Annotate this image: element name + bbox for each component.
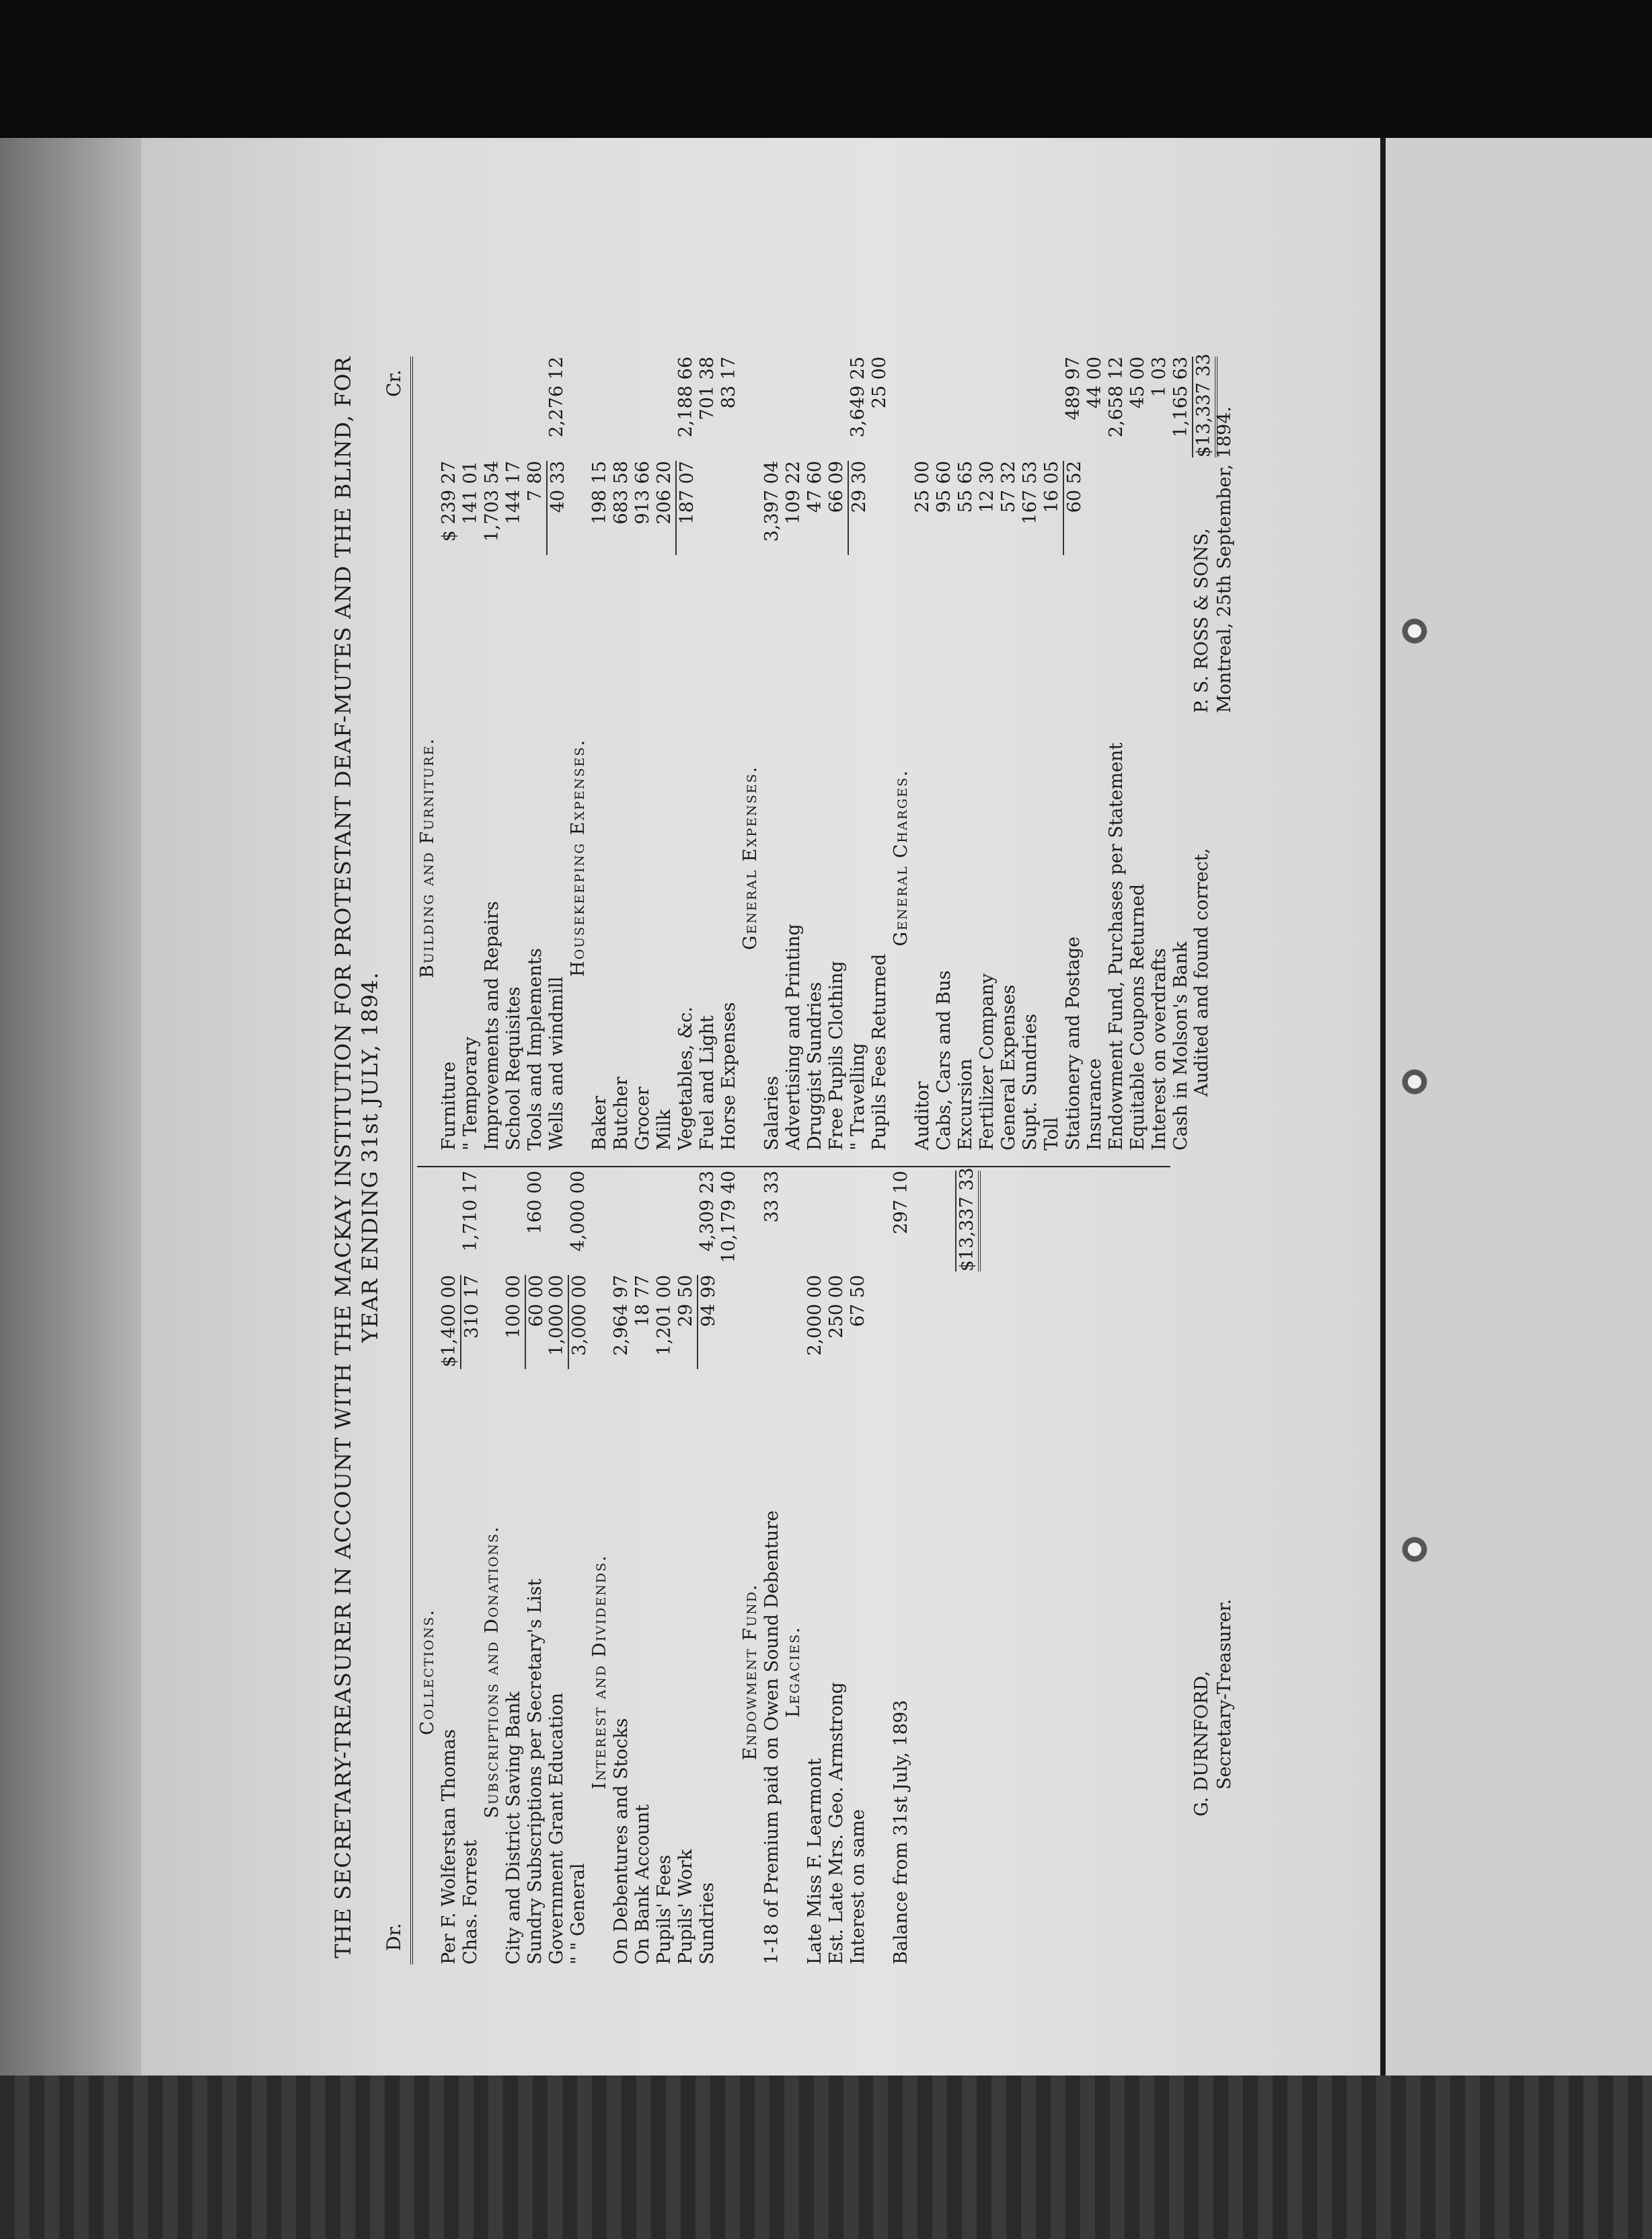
- ledger-row: [761, 1171, 783, 1965]
- ledger-amount: 187 07: [675, 461, 698, 555]
- rotated-account-statement: [316, 323, 1278, 1991]
- next-page-edge: [1386, 138, 1652, 2076]
- ledger-row: [826, 1171, 848, 1965]
- ledger-amount: 913 66: [632, 461, 653, 525]
- ledger-subtotal: 160 00: [525, 1171, 546, 1235]
- ledger-row: [482, 357, 503, 1150]
- ledger-row: [675, 1171, 697, 1965]
- ledger-subtotal: 25 00: [869, 357, 890, 409]
- ledger-row-label: Stationery and Postage: [1063, 936, 1084, 1150]
- ledger-subtotal: 2,276 12: [546, 357, 567, 438]
- ledger-row-label: Sundries: [697, 1882, 718, 1965]
- ledger-row: [460, 357, 482, 1150]
- ledger-row-label: School Requisites: [503, 986, 524, 1150]
- audit-note: Audited and found correct,: [1191, 848, 1212, 1097]
- ledger-row-label: On Debentures and Stocks: [611, 1718, 632, 1965]
- ledger-subtotal: 3,649 25: [848, 357, 868, 438]
- section-heading-label: Interest and Dividends.: [589, 1554, 610, 1790]
- ledger-subtotal: 701 38: [697, 357, 718, 420]
- ledger-row: [718, 1171, 740, 1965]
- ledger-row: [697, 1171, 718, 1965]
- ledger-subtotal: 2,658 12: [1106, 357, 1127, 438]
- section-heading-label: General Charges.: [891, 769, 911, 947]
- ledger-row: [1063, 357, 1084, 1150]
- auditor-place-date: Montreal, 25th September, 1894.: [1214, 406, 1235, 713]
- ledger-row: [611, 1171, 632, 1965]
- ledger-amount: 57 32: [998, 461, 1019, 513]
- ledger-row: [503, 1171, 525, 1965]
- ledger-row-label: Advertising and Printing: [783, 924, 804, 1150]
- ledger-row-label: Wells and windmill: [546, 976, 567, 1150]
- ledger-row-label: Toll: [1041, 1117, 1062, 1150]
- ledger-row-label: Pupils' Fees: [654, 1854, 675, 1965]
- ledger-amount: 25 00: [912, 461, 933, 513]
- ledger-amount: 94 99: [697, 1275, 720, 1369]
- grand-total: $13,337 33: [955, 1171, 981, 1272]
- ledger-row: [998, 357, 1020, 1150]
- ledger-row: [912, 357, 934, 1150]
- ledger-row-label: " " General: [568, 1863, 589, 1965]
- ledger-row-label: Excursion: [955, 1058, 976, 1150]
- ledger-row-label: Insurance: [1084, 1058, 1105, 1150]
- debit-column: [417, 1167, 977, 1965]
- ledger-row: [804, 1171, 826, 1965]
- section-heading: [417, 1171, 439, 1965]
- ledger-row-label: Horse Expenses: [718, 1002, 739, 1150]
- ledger-row: [1127, 357, 1149, 1150]
- grand-total: $13,337 33: [1192, 357, 1217, 457]
- ledger-row-label: Milk: [654, 1109, 675, 1150]
- ledger-amount: 60 52: [1063, 461, 1086, 555]
- ledger-row-label: Fuel and Light: [697, 1015, 718, 1150]
- secretary-signature: [1191, 1599, 1236, 1816]
- auditor-signature: [1191, 406, 1236, 713]
- ledger-row-label: Butcher: [611, 1076, 632, 1150]
- ledger-subtotal: 297 10: [891, 1171, 911, 1235]
- ledger-row: [783, 357, 804, 1150]
- ledger-subtotal: 10,179 40: [718, 1171, 739, 1263]
- ledger-row: [848, 357, 869, 1150]
- ledger-row-label: " Temporary: [460, 1036, 481, 1150]
- ledger-row-label: Grocer: [632, 1087, 653, 1150]
- ledger-row-label: Equitable Coupons Returned: [1127, 883, 1148, 1150]
- ledger-amount: 40 33: [546, 461, 569, 555]
- ledger-amount: 60 00: [525, 1275, 548, 1369]
- ledger-subtotal: 1,165 63: [1170, 357, 1191, 438]
- section-heading: [891, 357, 912, 1150]
- scan-left-margin: [0, 138, 141, 2076]
- ledger-row: [697, 357, 718, 1150]
- ledger-row: [891, 1171, 912, 1965]
- ledger-amount: 29 30: [848, 461, 870, 555]
- section-heading: [589, 1171, 611, 1965]
- ledger-row: [503, 357, 525, 1150]
- ledger-amount: 29 50: [675, 1275, 696, 1327]
- ledger-row: [1020, 357, 1041, 1150]
- ledger-row-label: Druggist Sundries: [804, 982, 825, 1150]
- ledger-row: [654, 357, 675, 1150]
- section-heading-label: Housekeeping Expenses.: [568, 739, 589, 977]
- ledger-row-label: City and District Saving Bank: [503, 1691, 524, 1965]
- ledger-amount: 2,000 00: [804, 1275, 825, 1356]
- auditor-name: P. S. ROSS & SONS,: [1191, 527, 1212, 713]
- ledger-row: [546, 1171, 568, 1965]
- ledger-row-label: Vegetables, &c.: [675, 1006, 696, 1150]
- title-rule: [410, 357, 413, 1965]
- pin-icon: [1399, 1534, 1430, 1565]
- ledger-amount: 7 80: [525, 461, 546, 502]
- ledger-row: [1106, 357, 1127, 1150]
- ledger-amount: 2,964 97: [611, 1275, 632, 1356]
- ledger-row-label: Late Miss F. Learmont: [804, 1758, 825, 1965]
- ledger-row-label: Supt. Sundries: [1020, 1013, 1041, 1150]
- ledger-row-label: Per F. Wolferstan Thomas: [439, 1729, 459, 1965]
- ledger-subtotal: 83 17: [718, 357, 739, 409]
- ledger-amount: 100 00: [503, 1275, 524, 1339]
- secretary-title: Secretary-Treasurer.: [1214, 1599, 1235, 1790]
- ledger-row: [525, 1171, 546, 1965]
- ledger-amount: $ 239 27: [439, 461, 459, 542]
- section-heading: [740, 357, 761, 1150]
- ledger-amount: 1,201 00: [654, 1275, 675, 1356]
- ledger-row-label: Furniture: [439, 1061, 459, 1150]
- ledger-row: [977, 357, 998, 1150]
- ledger-row-label: Pupils' Work: [675, 1849, 696, 1965]
- section-heading-label: Building and Furniture.: [417, 737, 438, 978]
- ledger-amount: 55 65: [955, 461, 976, 513]
- ledger-amount: 47 60: [804, 461, 825, 513]
- ledger-subtotal: 4,000 00: [568, 1171, 589, 1252]
- ledger-amount: 683 58: [611, 461, 632, 525]
- ledger-amount: 1,000 00: [546, 1275, 567, 1356]
- ledger-row-label: Chas. Forrest: [460, 1839, 481, 1965]
- ledger-row: [632, 357, 654, 1150]
- ledger-subtotal: 489 97: [1063, 357, 1084, 420]
- ledger-subtotal: 1 03: [1149, 357, 1170, 398]
- ledger-row-label: Free Pupils Clothing: [826, 961, 847, 1150]
- ledger-row: [460, 1171, 482, 1965]
- ledger-amount: 167 53: [1020, 461, 1041, 525]
- ledger-subtotal: 2,188 66: [675, 357, 696, 438]
- ledger-amount: 3,000 00: [568, 1275, 591, 1369]
- ledger-amount: 144 17: [503, 461, 524, 525]
- credit-column: [417, 353, 1214, 1150]
- section-heading-label: Endowment Fund.: [740, 1583, 761, 1761]
- ledger-amount: 12 30: [977, 461, 998, 513]
- ledger-row: [869, 1171, 891, 1965]
- ledger-row-label: Improvements and Repairs: [482, 901, 502, 1150]
- ledger-row: [568, 1171, 589, 1965]
- ledger-row-label: Pupils Fees Returned: [869, 953, 890, 1150]
- ledger-amount: 141 01: [460, 461, 481, 525]
- ledger-row-label: On Bank Account: [632, 1804, 653, 1965]
- statement-title: THE SECRETARY-TREASURER IN ACCOUNT WITH THE MACKAY INSTITUTION FOR PROTESTANT DEAF-MUTES AND THE BLIND, FOR YEAR ENDING 31st JULY, 1894.: [330, 356, 383, 1958]
- ledger-row: [611, 357, 632, 1150]
- ledger-row-label: Cash in Molson's Bank: [1170, 941, 1191, 1150]
- ledger-row: [955, 357, 977, 1150]
- ledger-row: [589, 357, 611, 1150]
- section-heading: [568, 357, 589, 1150]
- ledger-row: [934, 1171, 955, 1965]
- ledger-row: [439, 1171, 460, 1965]
- ledger-row: [1084, 357, 1106, 1150]
- ledger-row: [804, 357, 826, 1150]
- ledger-subtotal: 45 00: [1127, 357, 1148, 409]
- ledger-row: [439, 357, 460, 1150]
- ledger-row: [826, 357, 848, 1150]
- ledger-row: [869, 357, 891, 1150]
- secretary-name: G. DURNFORD,: [1191, 1671, 1212, 1816]
- ledger-row: [1149, 357, 1170, 1150]
- column-divider: [417, 1166, 1170, 1167]
- ledger-row: [675, 357, 697, 1150]
- ledger-row-label: Balance from 31st July, 1893: [891, 1699, 911, 1965]
- ledger-row-label: General Expenses: [998, 984, 1019, 1150]
- ledger-row: [632, 1171, 654, 1965]
- section-heading: [417, 357, 439, 1150]
- ledger-row: [955, 1167, 977, 1965]
- ledger-row: [546, 357, 568, 1150]
- ledger-amount: 1,703 54: [482, 461, 502, 542]
- ledger-amount: 66 09: [826, 461, 847, 513]
- section-heading-label: Legacies.: [783, 1625, 804, 1718]
- credit-marker: Cr.: [383, 369, 405, 397]
- ledger-amount: 95 60: [934, 461, 954, 513]
- scan-top-band: [0, 0, 1652, 138]
- ledger-amount: 67 50: [848, 1275, 868, 1327]
- ledger-subtotal: 1,710 17: [460, 1171, 481, 1252]
- pin-icon: [1399, 1066, 1430, 1097]
- ledger-amount: $1,400 00: [439, 1275, 459, 1368]
- ledger-amount: 206 20: [654, 461, 675, 525]
- ledger-row: [912, 1171, 934, 1965]
- section-heading: [783, 1171, 804, 1965]
- debit-marker: Dr.: [383, 1923, 405, 1951]
- ledger-subtotal: 4,309 23: [697, 1171, 718, 1252]
- ledger-row-label: " Travelling: [848, 1043, 868, 1150]
- ledger-amount: 109 22: [783, 461, 804, 525]
- ledger-row-label: Salaries: [761, 1076, 782, 1150]
- ledger-row-label: Est. Late Mrs. Geo. Armstrong: [826, 1682, 847, 1965]
- ledger-row-label: Government Grant Education: [546, 1693, 567, 1965]
- section-heading-label: General Expenses.: [740, 765, 761, 951]
- ledger-subtotal: 44 00: [1084, 357, 1105, 409]
- ledger-row: [848, 1171, 869, 1965]
- ledger-row-label: Interest on overdrafts: [1149, 948, 1170, 1150]
- ledger-row: [525, 357, 546, 1150]
- ledger-row: [1170, 357, 1192, 1150]
- section-heading: [740, 1171, 761, 1965]
- ledger-amount: 18 77: [632, 1275, 653, 1327]
- ledger-amount: 310 17: [460, 1275, 483, 1369]
- ledger-row-label: Sundry Subscriptions per Secretary's List: [525, 1578, 546, 1965]
- ledger-row: [1041, 357, 1063, 1150]
- pin-icon: [1399, 616, 1430, 647]
- ledger-row-label: Interest on same: [848, 1809, 868, 1965]
- ledger-row: [761, 357, 783, 1150]
- ledger-row-label: Cabs, Cars and Bus: [934, 970, 954, 1150]
- ledger-amount: 198 15: [589, 461, 610, 525]
- section-heading: [482, 1171, 503, 1965]
- ledger-row-label: Fertilizer Company: [977, 973, 998, 1150]
- ledger-row: [718, 357, 740, 1150]
- ledger-subtotal: 33 33: [761, 1171, 782, 1223]
- ledger-amount: 3,397 04: [761, 461, 782, 542]
- ledger-row-label: Endowment Fund, Purchases per Statement: [1106, 742, 1127, 1150]
- ledger-amount: 250 00: [826, 1275, 847, 1339]
- ledger-row-label: Baker: [589, 1095, 610, 1150]
- ledger-row-label: Tools and Implements: [525, 948, 546, 1150]
- ledger-row: [934, 357, 955, 1150]
- section-heading-label: Subscriptions and Donations.: [482, 1525, 502, 1819]
- ledger-row-label: Auditor: [912, 1081, 933, 1150]
- ledger-amount: 16 05: [1041, 461, 1062, 513]
- scan-bottom-band: [0, 2076, 1652, 2239]
- ledger-row-label: 1-18 of Premium paid on Owen Sound Debenture: [761, 1510, 782, 1965]
- ledger-row: [654, 1171, 675, 1965]
- section-heading-label: Collections.: [417, 1609, 438, 1735]
